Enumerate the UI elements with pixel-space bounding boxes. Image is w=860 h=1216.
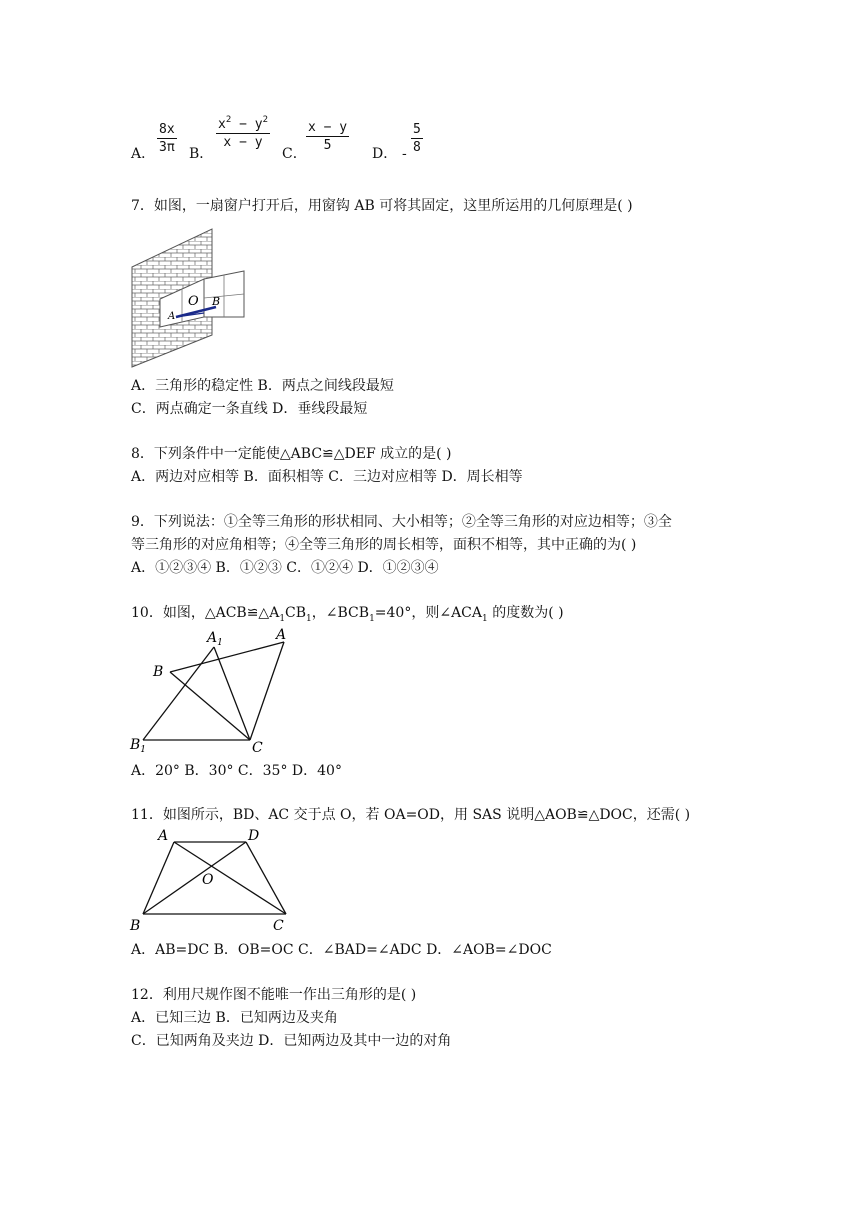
q6-option-b-label: B． — [189, 146, 214, 162]
q9-stem-line1: 9．下列说法：①全等三角形的形状相同、大小相等；②全等三角形的对应边相等；③全 — [131, 514, 672, 530]
q6-fraction-c — [306, 120, 349, 153]
q8-options: A．两边对应相等 B．面积相等 C．三边对应相等 D．周长相等 — [131, 469, 523, 485]
segment-d-c — [246, 842, 286, 914]
q11-label-a: A — [158, 828, 169, 844]
q6-fraction-a-numerator: 8x — [159, 122, 175, 137]
q6-fraction-d-sign: - — [402, 146, 407, 162]
q11-label-b: B — [130, 918, 141, 934]
q7-label-a: A — [168, 311, 176, 322]
segment-b-c — [170, 672, 250, 740]
segment-a-c — [250, 642, 284, 740]
q10-label-a1: $A_1$ — [207, 630, 223, 648]
q10-label-c: C — [252, 740, 263, 755]
q6-fraction-a-denominator: 3π — [159, 140, 175, 155]
q6-option-d-label: D． — [372, 146, 398, 162]
q10-label-b: B — [153, 664, 164, 680]
q6-fraction-c-numerator: x − y — [308, 120, 348, 135]
q11-options: A．AB=DC B．OB=OC C．∠BAD=∠ADC D．∠AOB=∠DOC — [131, 942, 552, 958]
q7-stem: 7．如图，一扇窗户打开后，用窗钩 AB 可将其固定，这里所运用的几何原理是( ) — [131, 198, 633, 214]
q6-fraction-d — [411, 122, 423, 155]
q6-fraction-b — [216, 117, 270, 150]
q11-label-d: D — [248, 828, 260, 844]
q6-fraction-c-denominator: 5 — [323, 138, 332, 153]
q7-window-figure — [126, 225, 252, 370]
q6-option-c-label: C． — [282, 146, 307, 162]
q10-stem: 10．如图，$\triangle ACB≌\triangle A_1CB_1$，$\angle BCB_1=40^\circ$，则$\angle ACA_1$ 的度数为( ) — [131, 605, 564, 624]
q7-label-b: B — [212, 295, 221, 308]
q7-label-o: O — [188, 294, 199, 309]
q10-label-b1: $B_1$ — [130, 737, 147, 755]
q6-fraction-d-numerator: 5 — [413, 122, 421, 137]
q11-label-c: C — [273, 918, 284, 934]
q11-label-o: O — [202, 872, 214, 888]
q6-fraction-b-numerator: $x^2 - y^2$ — [218, 115, 268, 132]
segment-a1-b1 — [143, 647, 214, 740]
q9-stem-line2: 等三角形的对应角相等；④全等三角形的周长相等，面积不相等，其中正确的为( ) — [131, 537, 637, 553]
segment-b-a — [170, 642, 284, 672]
q6-fraction-d-denominator: 8 — [413, 140, 421, 155]
q6-option-a-label: A． — [131, 146, 156, 162]
q10-label-a: A — [276, 627, 287, 643]
q11-trapezoid-figure — [126, 826, 296, 938]
q10-triangle-figure — [126, 625, 296, 755]
q12-stem: 12．利用尺规作图不能唯一作出三角形的是( ) — [131, 987, 417, 1003]
q12-options-line2: C．已知两角及夹边 D．已知两边及其中一边的对角 — [131, 1033, 452, 1049]
q7-options-line2: C．两点确定一条直线 D．垂线段最短 — [131, 401, 368, 417]
q11-stem: 11．如图所示，BD、AC 交于点 O，若 OA=OD，用 SAS 说明△AOB≌△DOC，还需( ) — [131, 807, 691, 823]
q7-options-line1: A．三角形的稳定性 B．两点之间线段最短 — [131, 378, 394, 394]
q10-options: A．20° B．30° C．35° D．40° — [131, 763, 342, 779]
q12-options-line1: A．已知三边 B．已知两边及夹角 — [131, 1010, 338, 1026]
segment-a1-c — [214, 647, 250, 740]
q6-fraction-b-denominator: x − y — [223, 135, 263, 150]
q9-options: A．①②③④ B．①②③ C．①②④ D．①②③④ — [131, 560, 439, 576]
q8-stem: 8．下列条件中一定能使△ABC≌△DEF 成立的是( ) — [131, 446, 452, 462]
q6-fraction-a — [157, 122, 177, 155]
